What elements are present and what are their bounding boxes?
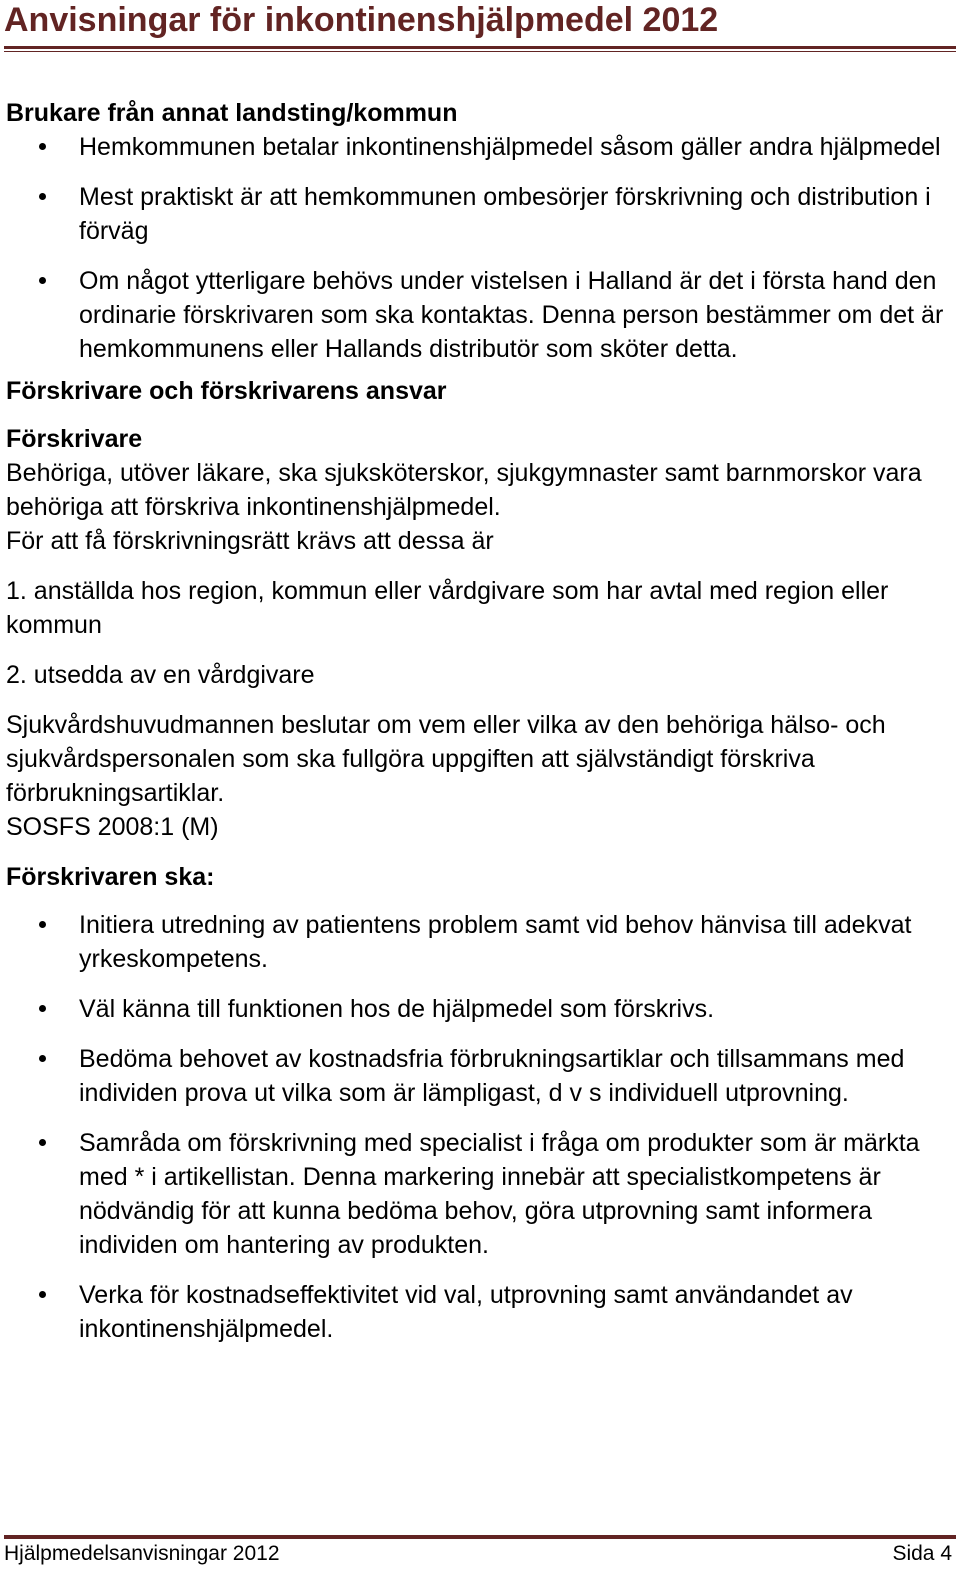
title-divider-thin [4, 51, 956, 52]
requirement-item-2: 2. utsedda av en vårdgivare [6, 661, 315, 689]
footer-divider [4, 1535, 956, 1539]
section-heading-prescriber: Förskrivare och förskrivarens ansvar [6, 377, 447, 405]
list-item-text: Hemkommunen betalar inkontinenshjälpmedel såsom gäller andra hjälpmedel [79, 133, 941, 161]
duties-heading: Förskrivaren ska: [6, 863, 215, 891]
title-divider [4, 46, 956, 49]
section-heading-other-region: Brukare från annat landsting/kommun [6, 99, 458, 127]
list-item [6, 1042, 952, 1110]
list-item-text: Verka för kostnadseffektivitet vid val, utprovning samt användandet av inkontinenshjälpmedel. [79, 1281, 853, 1343]
decision-paragraph: Sjukvårdshuvudmannen beslutar om vem eller vilka av den behöriga hälso- och sjukvårdspersonalen som ska fullgöra uppgiften att självständigt förskriva förbrukningsartiklar. [6, 711, 886, 807]
bullet-icon [39, 143, 46, 150]
bullet-list-other-region [6, 130, 952, 366]
reference-text: SOSFS 2008:1 (M) [6, 813, 219, 841]
bullet-list-duties [6, 908, 952, 1346]
subheading-prescriber: Förskrivare [6, 425, 143, 453]
bullet-icon [39, 1139, 46, 1146]
bullet-icon [39, 193, 46, 200]
document-body [6, 96, 952, 1350]
footer-page-number: Sida 4 [892, 1542, 952, 1565]
prescriber-intro: Behöriga, utöver läkare, ska sjuksköterskor, sjukgymnaster samt barnmorskor vara behöriga att förskriva inkontinenshjälpmedel. [6, 459, 922, 521]
prescriber-requirement: För att få förskrivningsrätt krävs att dessa är [6, 527, 494, 555]
list-item [6, 1126, 952, 1262]
bullet-icon [39, 921, 46, 928]
list-item [6, 908, 952, 976]
requirement-item-1: 1. anställda hos region, kommun eller vårdgivare som har avtal med region eller kommun [6, 577, 889, 639]
list-item [6, 130, 952, 164]
list-item [6, 1278, 952, 1346]
bullet-icon [39, 1291, 46, 1298]
list-item-text: Väl känna till funktionen hos de hjälpmedel som förskrivs. [79, 995, 715, 1023]
list-item-text: Bedöma behovet av kostnadsfria förbrukningsartiklar och tillsammans med individen prova ut vilka som är lämpligast, d v s individuell utprovning. [79, 1045, 905, 1107]
list-item-text: Mest praktiskt är att hemkommunen ombesörjer förskrivning och distribution i förväg [79, 183, 931, 245]
bullet-icon [39, 1055, 46, 1062]
list-item [6, 180, 952, 248]
bullet-icon [39, 1005, 46, 1012]
list-item-text: Om något ytterligare behövs under vistelsen i Halland är det i första hand den ordinarie förskrivaren som ska kontaktas. Denna person bestämmer om det är hemkommunens eller Hallands distributör som sköter detta. [79, 267, 944, 363]
page-title: Anvisningar för inkontinenshjälpmedel 2012 [4, 1, 719, 39]
bullet-icon [39, 277, 46, 284]
footer-document-name: Hjälpmedelsanvisningar 2012 [4, 1542, 280, 1565]
list-item [6, 992, 952, 1026]
list-item-text: Samråda om förskrivning med specialist i fråga om produkter som är märkta med * i artikellistan. Denna markering innebär att specialistkompetens är nödvändig för att kunna bedöma behov, göra utprovning samt informera individen om hantering av produkten. [79, 1129, 920, 1259]
list-item-text: Initiera utredning av patientens problem samt vid behov hänvisa till adekvat yrkeskompetens. [79, 911, 912, 973]
list-item [6, 264, 952, 366]
